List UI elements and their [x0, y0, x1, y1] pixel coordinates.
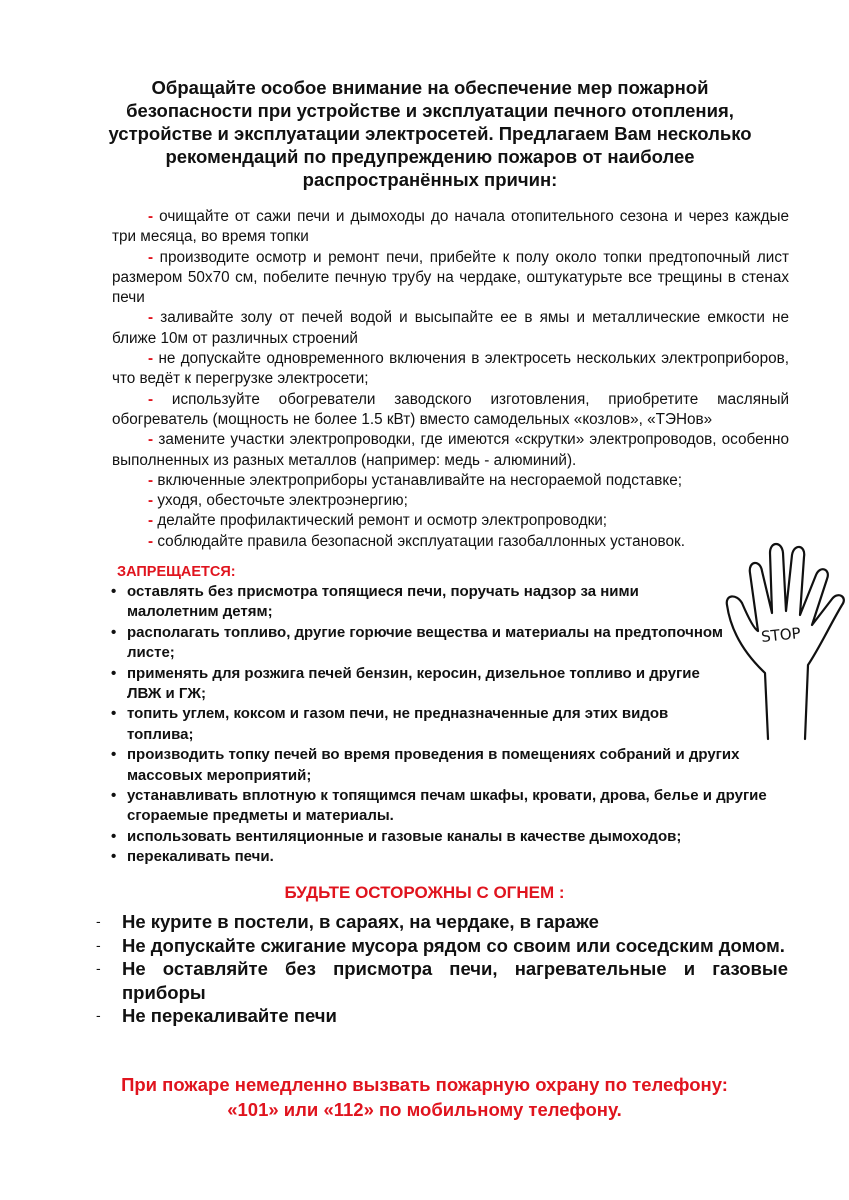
dash-bullet: - — [96, 936, 101, 953]
careful-heading: БУДЬТЕ ОСТОРОЖНЫ С ОГНЕМ : — [284, 883, 565, 902]
careful-item: - Не курите в постели, в сараях, на чердаке, в гараже — [96, 911, 599, 932]
dash-bullet: - — [148, 208, 160, 225]
bullet-icon: • — [111, 705, 117, 723]
bullet-icon: • — [111, 848, 117, 866]
page-title: Обращайте особое внимание на обеспечение мер пожарной безопасности при устройстве и эксплуатации печного отопления, устройстве и эксплуатации электросетей. Предлагаем Вам несколько рекомендаций по предупреждению пожаров от наиболее распространённых причин: — [108, 77, 752, 190]
emergency-line-2: «101» или «112» по мобильному телефону. — [227, 1099, 622, 1120]
bullet-icon: • — [111, 664, 117, 682]
forbidden-item: • перекаливать печи. — [107, 847, 787, 867]
careful-item: - Не допускайте сжигание мусора рядом со своим или соседским домом. — [96, 934, 785, 956]
forbidden-item: • устанавливать вплотную к топящимся печам шкафы, кровати, дрова, белье и другие сгораемые предметы и материалы. — [111, 787, 767, 825]
dash-bullet: - — [148, 248, 160, 266]
forbidden-item: • использовать вентиляционные и газовые каналы в качестве дымоходов; — [107, 827, 787, 847]
recommendation-item: - делайте профилактический ремонт и осмотр электропроводки; — [148, 512, 608, 530]
recommendation-item: - заливайте золу от печей водой и высыпайте ее в ямы и металлические емкости не ближе 10м от различных строений — [112, 309, 789, 347]
emergency-line-1: При пожаре немедленно вызвать пожарную охрану по телефону: — [121, 1074, 728, 1095]
recommendation-item: - производите осмотр и ремонт печи, прибейте к полу около топки предтопочный лист размером 50х70 см, побелите печную трубу на чердаке, оштукатурьте все трещины в стенах печи — [112, 248, 789, 307]
dash-bullet: - — [148, 512, 158, 530]
bullet-icon: • — [111, 623, 117, 641]
stop-label: STOP — [760, 623, 802, 647]
dash-bullet: - — [96, 1007, 101, 1023]
recommendation-item: - замените участки электропроводки, где имеются «скрутки» электропроводов, особенно выполненных из разных металлов (например: медь - алюминий). — [112, 431, 789, 469]
dash-bullet: - — [148, 471, 158, 489]
emergency-call-notice — [0, 1072, 849, 1122]
dash-bullet: - — [96, 960, 101, 976]
bullet-icon: • — [111, 746, 117, 764]
dash-bullet: - — [148, 350, 159, 368]
recommendation-item: - включенные электроприборы устанавливайте на несгораемой подставке; — [148, 471, 682, 489]
forbidden-heading: ЗАПРЕЩАЕТСЯ: — [117, 564, 236, 580]
forbidden-item: • оставлять без присмотра топящиеся печи, поручать надзор за ними малолетним детям; — [111, 583, 639, 621]
bullet-icon: • — [111, 787, 117, 805]
dash-bullet: - — [148, 492, 158, 510]
recommendations-list — [112, 207, 789, 552]
recommendation-item: - соблюдайте правила безопасной эксплуатации газобаллонных установок. — [148, 532, 685, 550]
forbidden-item: • топить углем, коксом и газом печи, не предназначенные для этих видов топлива; — [111, 705, 669, 743]
forbidden-list — [107, 582, 787, 868]
dash-bullet: - — [148, 532, 158, 550]
recommendation-item: - используйте обогреватели заводского изготовления, приобретите масляный обогреватель (мощность не более 1.5 кВт) вместо самодельных «козлов», «ТЭНов» — [112, 390, 789, 428]
stop-hand-icon — [724, 541, 849, 741]
dash-bullet: - — [96, 913, 101, 929]
forbidden-item: • располагать топливо, другие горючие вещества и материалы на предтопочном листе; — [111, 623, 723, 662]
dash-bullet: - — [148, 431, 159, 449]
careful-item: - Не перекаливайте печи — [96, 1005, 337, 1026]
recommendation-item: - не допускайте одновременного включения в электросеть нескольких электроприборов, что ведёт к перегрузке электросети; — [112, 350, 789, 388]
dash-bullet: - — [148, 309, 161, 327]
forbidden-item: • применять для розжига печей бензин, керосин, дизельное топливо и другие ЛВЖ и ГЖ; — [111, 664, 700, 703]
careful-item: - Не оставляйте без присмотра печи, нагревательные и газовые приборы — [96, 958, 788, 1003]
bullet-icon: • — [111, 583, 117, 600]
recommendation-item: - уходя, обесточьте электроэнергию; — [148, 492, 408, 510]
careful-list — [96, 910, 788, 1028]
forbidden-item: • производить топку печей во время проведения в помещениях собраний и других массовых мероприятий; — [111, 746, 740, 784]
dash-bullet: - — [148, 390, 172, 408]
bullet-icon: • — [111, 827, 117, 845]
recommendation-item: - очищайте от сажи печи и дымоходы до начала отопительного сезона и через каждые три месяца, во время топки — [112, 208, 789, 246]
